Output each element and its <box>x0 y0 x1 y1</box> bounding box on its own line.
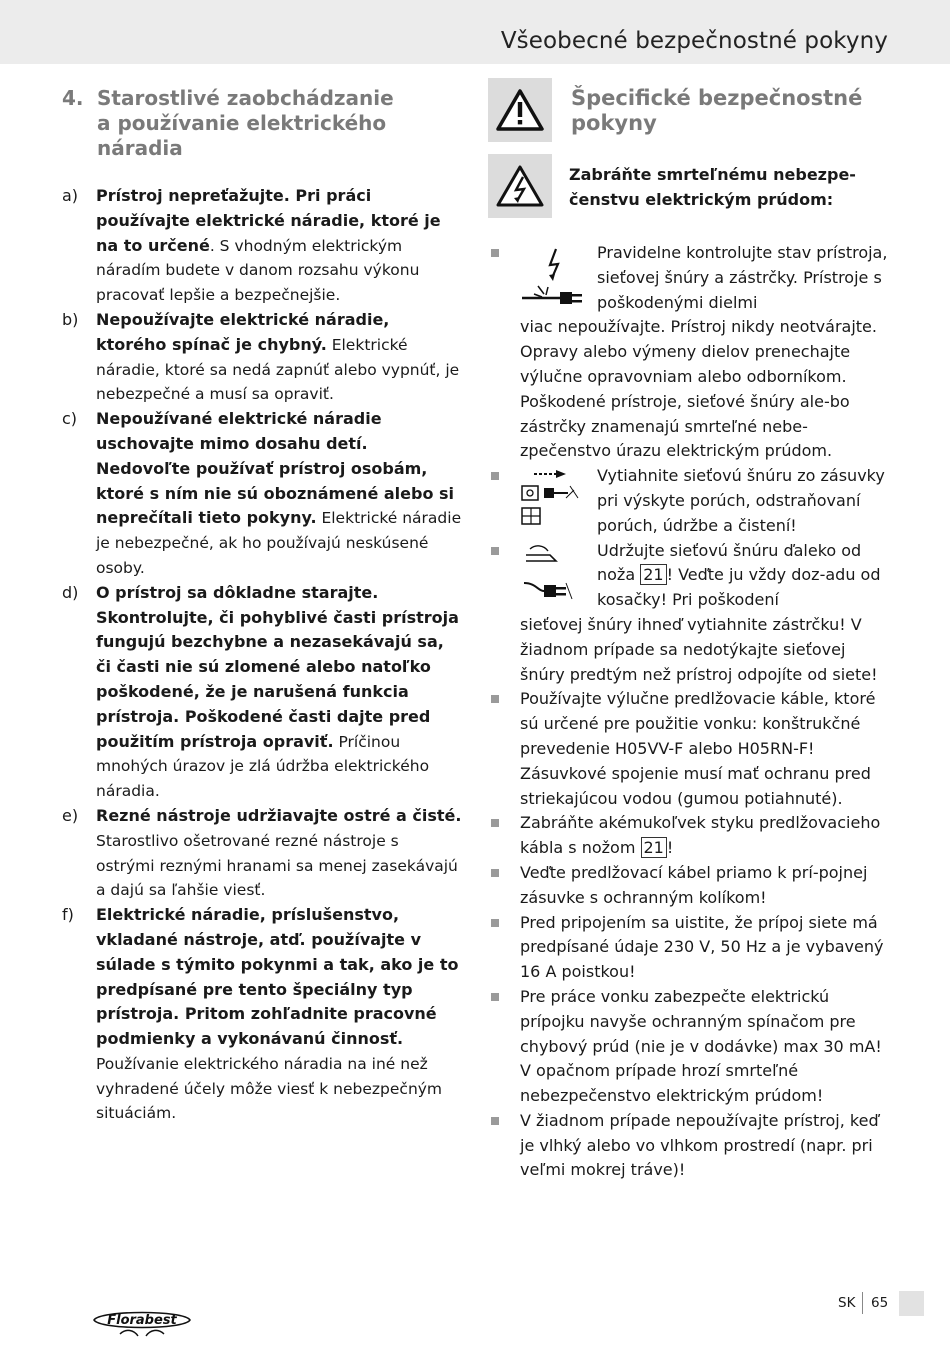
item-body-text: Príčinou mnohých úrazov je zlá údržba elektrického náradia. <box>96 732 430 801</box>
item-body-text: Používanie elektrického náradia na iné než vyhradené účely môže viesť k nebezpečným situáciám. <box>96 1054 443 1123</box>
section-title-line: a používanie elektrického <box>97 111 387 135</box>
safety-bullet-list <box>488 241 888 1183</box>
bullet-square <box>491 695 499 703</box>
section-title <box>97 86 394 161</box>
language-code: SK <box>838 1295 856 1311</box>
bullet-text: Pred pripojením sa uistite, že prípoj siete má predpísané údaje 230 V, 50 Hz a je vybavený 16 A poistkou! <box>520 912 884 982</box>
bullet-text: Pre práce vonku zabezpečte elektrickú prípojku navyše ochranným spínačom pre chybový prúd (nie je v dodávke) max 30 mA! V opačnom prípade hrozí smrteľné nebezpečenstvo elektrickým prúdom! <box>520 986 882 1106</box>
item-text <box>96 407 462 581</box>
bullet-square <box>491 919 499 927</box>
bullet-text: V žiadnom prípade nepoužívajte prístroj, keď je vlhký alebo vo vlhkom prostredí (napr. pri veľmi mokrej tráve)! <box>520 1110 879 1180</box>
bullet-item <box>488 985 888 1109</box>
bullet-text: Používajte výlučne predlžovacie káble, ktoré sú určené pre použitie vonku: konštrukčné prevedenie H05VV-F alebo H05RN-F! Zásuvkové spojenie musí mať ochranu pred striekajúcou vodou (gumou potiahnuté). <box>520 689 876 808</box>
bullet-item <box>488 1109 888 1183</box>
bullet-text: Zabráňte akémukoľvek styku predlžovacieho kábla s nožom <box>520 813 881 858</box>
bullet-text-part: ! Veďte ju vždy doz-adu od kosačky! Pri poškodení <box>597 565 881 610</box>
electric-hazard-icon <box>488 154 552 218</box>
cable-away-from-blade-icon <box>520 543 586 609</box>
item-text <box>96 581 462 804</box>
instruction-item <box>62 308 462 407</box>
bullet-item <box>488 687 888 811</box>
footer-divider <box>862 1292 863 1314</box>
bullet-icon-row <box>520 464 888 538</box>
right-column <box>488 78 888 1183</box>
bullet-item <box>488 464 888 538</box>
electric-danger-title <box>569 162 856 212</box>
item-letter: f) <box>62 905 74 925</box>
bullet-square <box>491 869 499 877</box>
section-title-line: Špecifické bezpečnostné <box>571 86 863 110</box>
item-bold-text: O prístroj sa dôkladne starajte. Skontrolujte, či pohyblivé časti prístroja fungujú bezchybne a nezasekávajú sa, či časti nie sú zlomené alebo natoľko poškodené, že je narušená funkcia prístroja. Poškodené časti dajte pred použitím prístroja opraviť. <box>96 582 459 751</box>
bullet-text: Pravidelne kontrolujte stav prístroja, sieťovej šnúry a zástrčky. Prístroje s poškodenými dielmi <box>597 243 888 312</box>
instruction-item <box>62 407 462 581</box>
florabest-logo <box>90 1300 194 1344</box>
section-title-line: Starostlivé zaobchádzanie <box>97 86 394 110</box>
page-header-title: Všeobecné bezpečnostné pokyny <box>500 28 888 54</box>
bullet-item <box>488 861 888 911</box>
sub-title-line: Zabráňte smrteľnému nebezpe- <box>569 165 856 184</box>
svg-text:Florabest: Florabest <box>107 1313 177 1328</box>
instruction-item <box>62 184 462 308</box>
item-bold-text: Nepoužívajte elektrické náradie, ktorého spínač je chybný. <box>96 309 390 354</box>
part-reference-21: 21 <box>640 564 666 585</box>
section-number: 4. <box>62 86 84 110</box>
damaged-cable-icon <box>520 245 586 311</box>
bullet-square <box>491 472 499 480</box>
bullet-item <box>488 539 888 688</box>
bullet-square <box>491 1117 499 1125</box>
bullet-text: viac nepoužívajte. Prístroj nikdy neotvárajte. Opravy alebo výmeny dielov prenechajte výlučne opravovniam alebo odborníkom. Poškodené prístroje, sieťové šnúry ale-bo zástrčky znamenajú smrteľné nebe- zpečenstvo úrazu elektrickým prúdom. <box>520 317 877 461</box>
instruction-item <box>62 804 462 903</box>
page-header-bar <box>0 0 950 64</box>
warning-triangle-icon <box>488 78 552 142</box>
bullet-icon-row <box>520 241 888 315</box>
item-letter: b) <box>62 309 79 329</box>
bullet-text-part: ! <box>666 838 674 858</box>
item-letter: e) <box>62 805 79 825</box>
bullet-item <box>488 811 888 861</box>
item-bold-text: Rezné nástroje udržiavajte ostré a čisté. <box>96 805 462 825</box>
section-title-line: pokyny <box>571 111 657 135</box>
bullet-square <box>491 249 499 257</box>
bullet-square <box>491 547 499 555</box>
item-body-text: Elektrické náradie, ktoré sa nedá zapnúť alebo vypnúť, je nebezpečné a musí sa opraviť. <box>96 335 460 404</box>
specific-safety-title <box>571 86 862 136</box>
section-heading <box>62 86 462 161</box>
item-text <box>96 804 462 903</box>
unplug-icon <box>520 468 586 534</box>
item-letter: c) <box>62 409 78 429</box>
bullet-square <box>491 993 499 1001</box>
sub-title-line: čenstvu elektrickým prúdom: <box>569 190 834 209</box>
item-bold-text: Prístroj nepreťažujte. Pri práci používajte elektrické náradie, ktoré je na to určené <box>96 186 441 255</box>
instruction-list <box>62 184 462 1126</box>
bullet-text-part: Udržujte sieťovú šnúru ďaleko od noža <box>597 540 862 585</box>
bullet-icon-row <box>520 539 888 613</box>
item-body-text: . S vhodným elektrickým náradím budete v danom rozsahu výkonu pracovať lepšie a bezpečnejšie. <box>96 236 420 305</box>
item-bold-text: Nepoužívané elektrické náradie uschovajte mimo dosahu detí. Nedovoľte používať prístroj osobám, ktoré s ním nie sú oboznámené alebo si neprečítali tieto pokyny. <box>96 409 455 528</box>
footer-tab-marker <box>899 1291 924 1316</box>
bullet-item <box>488 911 888 985</box>
bullet-text <box>597 539 888 613</box>
specific-safety-heading <box>488 78 888 142</box>
bullet-item <box>488 241 888 464</box>
instruction-item <box>62 581 462 804</box>
item-text <box>96 184 462 308</box>
item-body-text: Elektrické náradie je nebezpečné, ak ho používajú neskúsené osoby. <box>96 509 462 577</box>
electric-danger-heading <box>488 154 888 218</box>
part-reference-21: 21 <box>641 837 667 858</box>
bullet-text: Vytiahnite sieťovú šnúru zo zásuvky pri výskyte porúch, odstraňovaní porúch, údržbe a čistení! <box>597 466 885 535</box>
bullet-square <box>491 819 499 827</box>
bullet-text: Veďte predlžovací kábel priamo k prí-pojnej zásuvke s ochranným kolíkom! <box>520 862 868 907</box>
item-text <box>96 308 462 407</box>
item-body-text: Starostlivo ošetrované rezné nástroje s ostrými reznými hranami sa menej zasekávajú a dajú sa ľahšie viesť. <box>96 831 458 900</box>
item-letter: d) <box>62 582 79 602</box>
item-text <box>96 903 462 1126</box>
section-title-line: náradia <box>97 136 183 160</box>
left-column <box>62 86 462 1126</box>
page-number: 65 <box>871 1295 889 1311</box>
bullet-text: sieťovej šnúry ihneď vytiahnite zástrčku! V žiadnom prípade sa nedotýkajte sieťovej šnúry predtým než prístroj odpojíte od siete! <box>520 614 878 684</box>
item-letter: a) <box>62 186 79 205</box>
instruction-item <box>62 903 462 1126</box>
item-bold-text: Elektrické náradie, príslušenstvo, vkladané nástroje, atď. používajte v súlade s týmito pokynmi a tak, ako je to predpísané pre tento špeciálny typ prístroja. Pritom zohľadnite pracovné podmienky a vykonávanú činnosť. <box>96 905 459 1049</box>
